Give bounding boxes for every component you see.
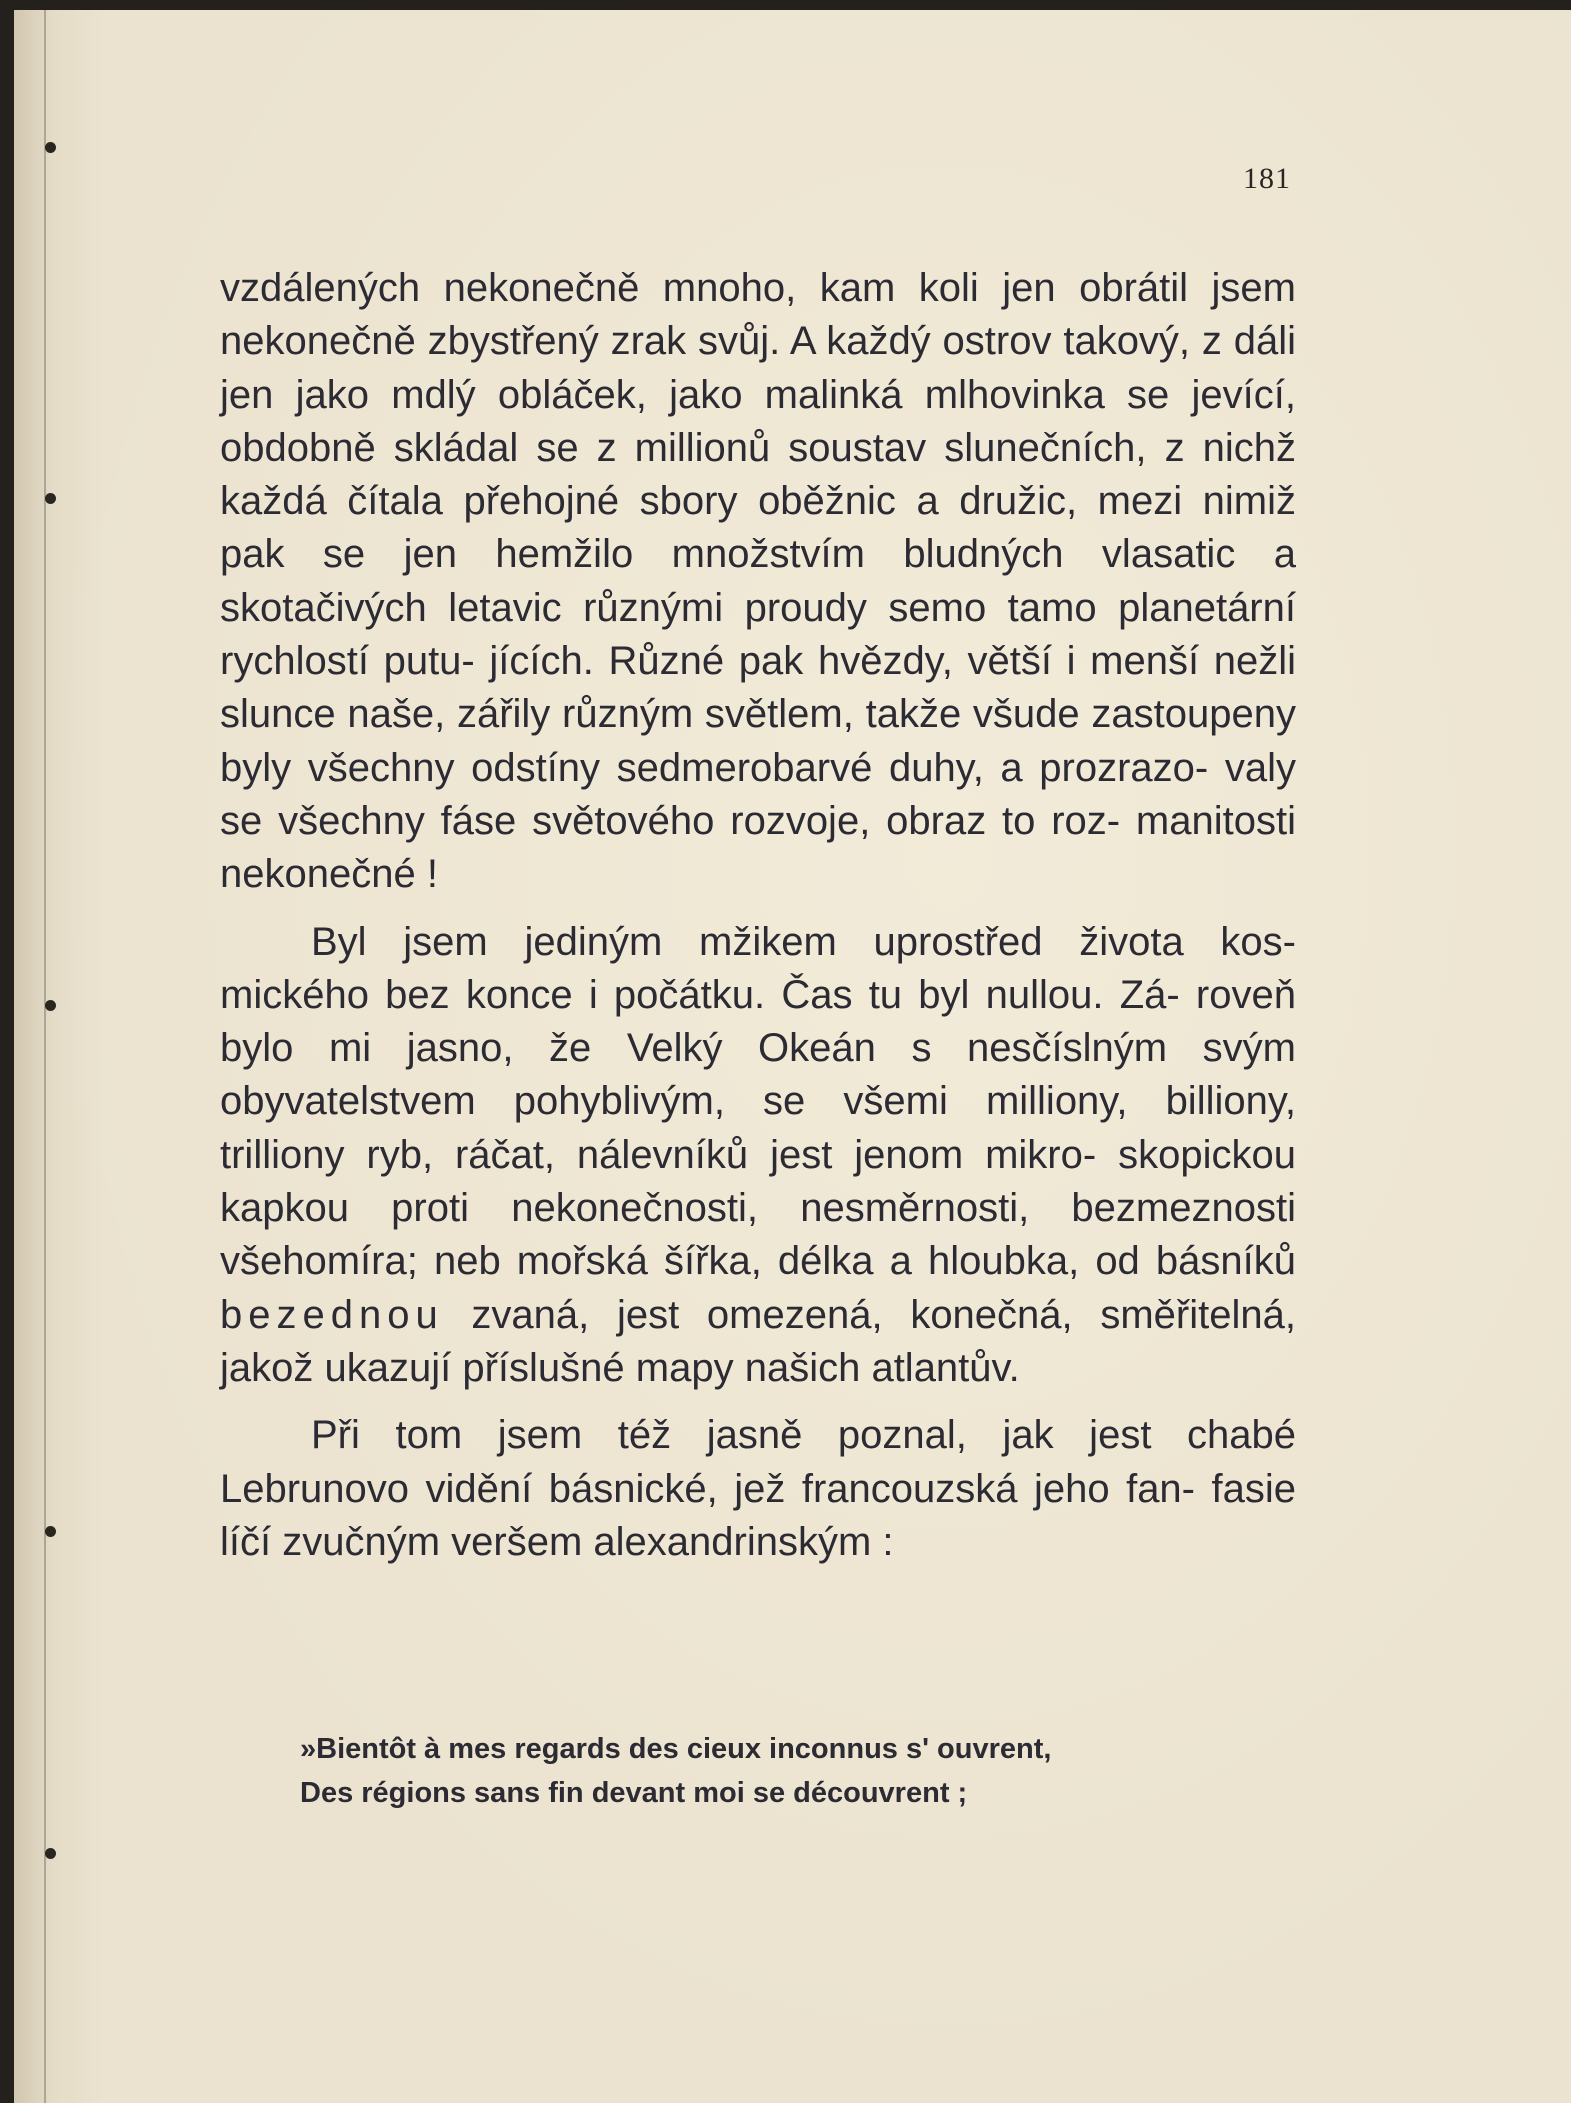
text-fragment: zvaná, jest omezená, xyxy=(443,1292,883,1337)
text-line: jsem nekonečně zbystřený zrak svůj. A každý ostrov xyxy=(220,266,1296,364)
verse-quote xyxy=(300,1727,1220,1815)
text-line: Při tom jsem též jasně poznal, jak jest chabé xyxy=(311,1413,1296,1458)
text-line: skopickou kapkou proti nekonečnosti, nesměrnosti, xyxy=(220,1132,1296,1231)
binding-hole xyxy=(45,1526,56,1537)
text-line: billiony, trilliony ryb, ráčat, nálevníků jest jenom mikro- xyxy=(220,1079,1296,1177)
text-line: oběžnic a družic, mezi nimiž pak se jen hemžilo xyxy=(220,479,1296,577)
binding-hole xyxy=(45,142,56,153)
emphasized-word: bezednou xyxy=(220,1292,444,1337)
text-line: naše, zářily různým světlem, takže všude zastoupeny xyxy=(347,692,1296,737)
text-line: byly všechny odstíny sedmerobarvé duhy, a prozrazo- xyxy=(220,745,1209,790)
page-binding-line xyxy=(44,10,46,2103)
binding-hole xyxy=(45,1848,56,1859)
text-line: jících. Různé pak hvězdy, větší i menší nežli slunce xyxy=(220,639,1296,737)
text-line: Lebrunovo vidění básnické, jež francouzská jeho fan- xyxy=(220,1466,1196,1511)
text-line: konečná, směřitelná, jakož ukazují příslušné mapy xyxy=(220,1292,1296,1390)
text-fragment: hloubka, od básníků xyxy=(927,1239,1296,1284)
binding-hole xyxy=(45,493,56,504)
text-line: mického bez konce i počátku. Čas tu byl nullou. Zá- xyxy=(220,972,1180,1017)
page-number: 181 xyxy=(1243,162,1291,195)
text-line: manitosti nekonečné ! xyxy=(220,798,1296,897)
paragraph-3 xyxy=(220,1409,1296,1569)
text-line: fasie líčí zvučným veršem alexandrinským : xyxy=(220,1466,1296,1564)
body-text xyxy=(220,262,1296,1569)
text-line: roveň bylo mi jasno, že Velký Okeán s nesčíslným xyxy=(220,972,1296,1071)
paragraph-1 xyxy=(220,262,1296,902)
quote-line: »Bientôt à mes regards des cieux inconnus s' ouvrent, xyxy=(300,1733,1052,1765)
text-line: valy se všechny fáse světového rozvoje, obraz to roz- xyxy=(220,745,1296,843)
paragraph-2 xyxy=(220,916,1296,1396)
binding-hole xyxy=(45,1000,56,1011)
text-line: takový, z dáli jen jako mdlý obláček, jako malinká xyxy=(220,319,1297,417)
text-line: Byl jsem jediným mžikem uprostřed života kos- xyxy=(311,919,1296,964)
text-line: našich atlantův. xyxy=(744,1345,1020,1390)
text-line: bezmeznosti všehomíra; neb mořská šířka, délka a xyxy=(220,1186,1296,1284)
text-line: různými proudy semo tamo planetární rychlostí putu- xyxy=(220,585,1296,684)
text-line: vzdálených nekonečně mnoho, kam koli jen obrátil xyxy=(220,266,1189,310)
text-line: mlhovinka se jevící, obdobně skládal se z millionů xyxy=(220,372,1296,470)
text-line: soustav slunečních, z nichž každá čítala přehojné sbory xyxy=(220,425,1296,524)
quote-line: Des régions sans fin devant moi se découvrent ; xyxy=(300,1777,968,1809)
text-line: svým obyvatelstvem pohyblivým, se všemi milliony, xyxy=(220,1026,1296,1124)
text-line: množstvím bludných vlasatic a skotačivých letavic xyxy=(220,532,1296,630)
